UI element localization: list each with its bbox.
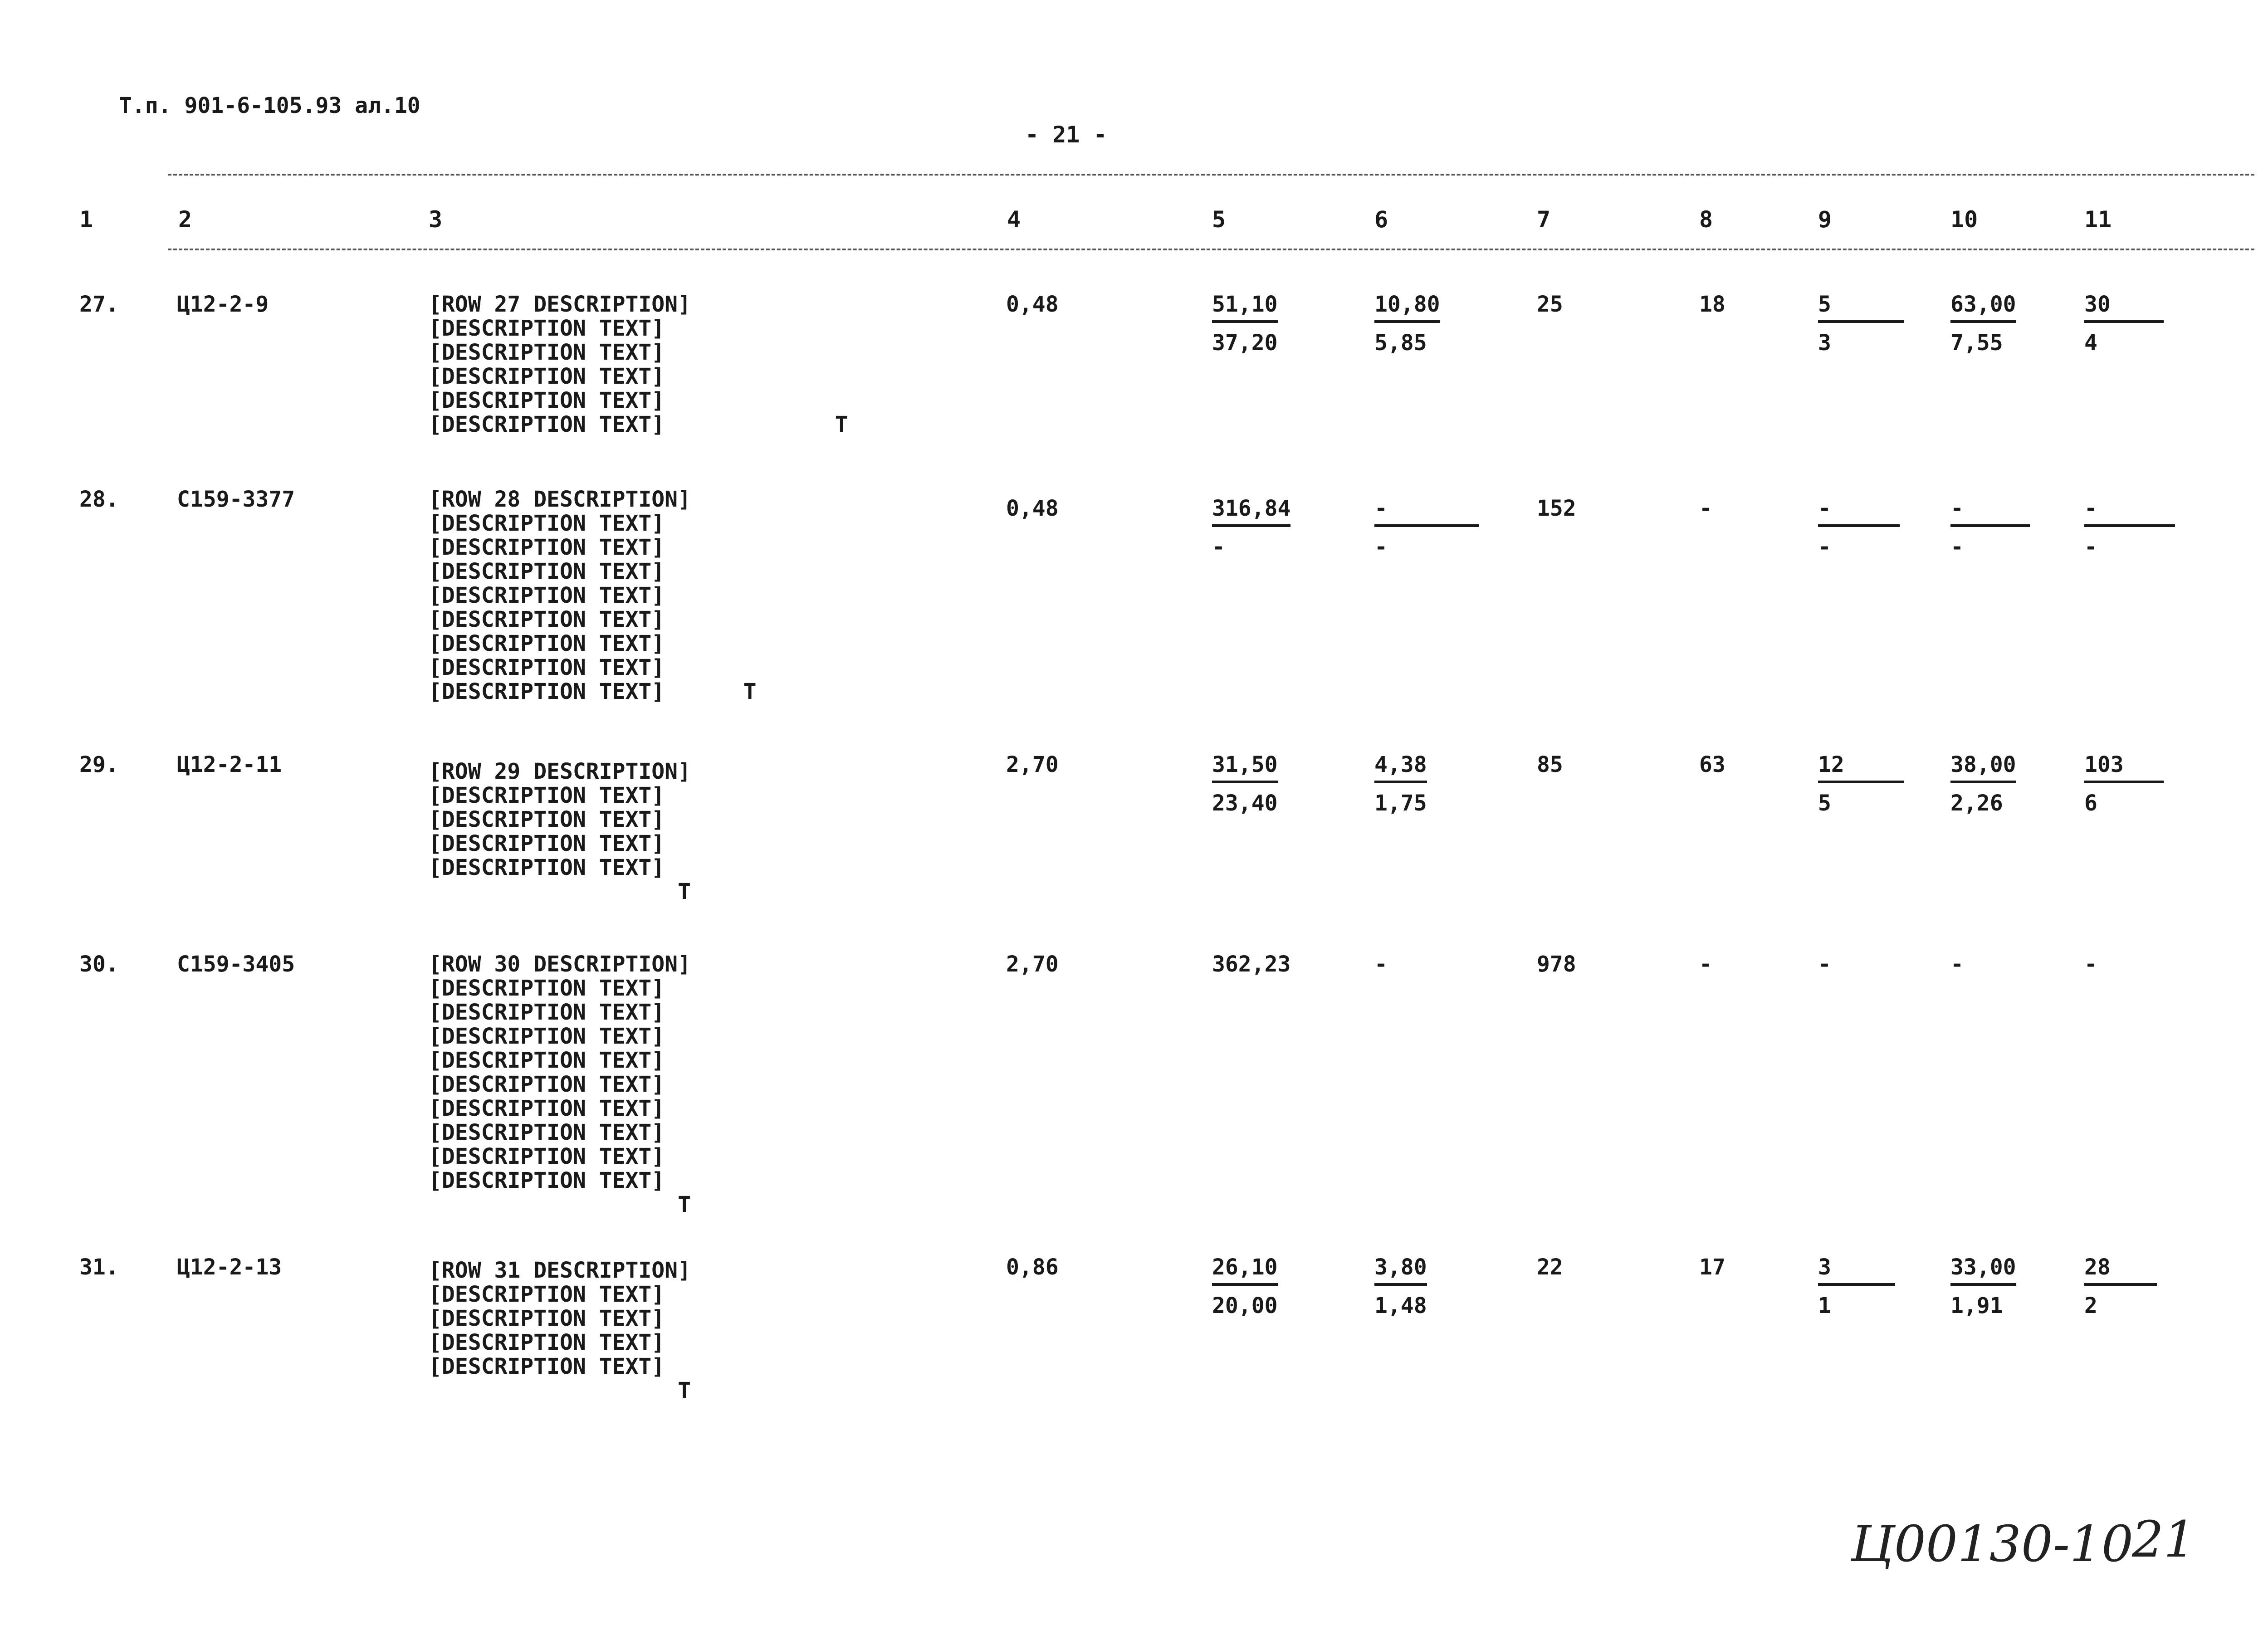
row-27-description: [ROW 27 DESCRIPTION] [DESCRIPTION TEXT] [DESCRIPTION TEXT] [DESCRIPTION TEXT] [DESCRIPTION TEXT] [DESCRIPTION TEXT] Т [429, 292, 848, 437]
row-30-col5: 362,23 [1212, 952, 1291, 977]
row-30-number: 30. [79, 952, 119, 977]
row-29-col5: $\frac{31,50}{23,40}$ [1212, 752, 1278, 816]
row-30-description: [ROW 30 DESCRIPTION] [DESCRIPTION TEXT] [DESCRIPTION TEXT] [DESCRIPTION TEXT] [DESCRIPTION TEXT] [DESCRIPTION TEXT] [DESCRIPTION TEXT] [DESCRIPTION TEXT] [DESCRIPTION TEXT] [DESCRIPTION TEXT] Т [429, 952, 691, 1217]
row-31-description: [ROW 31 DESCRIPTION] [DESCRIPTION TEXT] [DESCRIPTION TEXT] [DESCRIPTION TEXT] [DESCRIPTION TEXT] Т [429, 1258, 691, 1403]
row-30-col4: 2,70 [1006, 952, 1059, 977]
row-28-col7: 152 [1537, 496, 1576, 521]
row-28-col9: - - [1818, 497, 1900, 559]
row-28-col6: - - [1374, 497, 1479, 559]
row-27-col5: $\frac{51,10}{37,20}$ [1212, 292, 1278, 356]
row-31-code: Ц12-2-13 [177, 1255, 282, 1280]
row-29-col11: $\frac{103}{6}$ [2084, 753, 2164, 815]
row-28-col8: - [1699, 496, 1712, 521]
row-29-col7: 85 [1537, 752, 1563, 777]
header-rule-bottom [168, 249, 2254, 250]
row-31-col9: $\frac{3}{1}$ [1818, 1255, 1895, 1318]
row-30-col6: - [1374, 952, 1388, 977]
row-31-col6: $\frac{3,80}{1,48}$ [1374, 1255, 1427, 1318]
row-31-col7: 22 [1537, 1255, 1563, 1280]
row-27-col9: $\frac{5}{3}$ [1818, 293, 1904, 355]
row-31-col10: $\frac{33,00}{1,91}$ [1950, 1255, 2016, 1318]
row-27-col8: 18 [1699, 292, 1725, 317]
page-number: - 21 - [1025, 122, 1107, 148]
column-header-7: 7 [1537, 206, 1551, 233]
row-28-col11: - - [2084, 497, 2175, 559]
column-header-1: 1 [79, 206, 93, 233]
row-31-col5: $\frac{26,10}{20,00}$ [1212, 1255, 1278, 1318]
row-30-col8: - [1699, 952, 1712, 977]
document-code: Т.п. 901-6-105.93 ал.10 [119, 93, 420, 118]
row-29-col9: $\frac{12}{5}$ [1818, 753, 1904, 815]
column-header-8: 8 [1699, 206, 1713, 233]
row-28-col10: - - [1950, 497, 2030, 559]
row-29-number: 29. [79, 752, 119, 777]
row-27-number: 27. [79, 292, 119, 317]
row-28-code: С159-3377 [177, 487, 295, 512]
row-27-col6: $\frac{10,80}{5,85}$ [1374, 292, 1440, 356]
row-30-col10: - [1950, 952, 1964, 977]
row-30-col9: - [1818, 952, 1831, 977]
row-31-col11: $\frac{28}{2}$ [2084, 1255, 2157, 1318]
row-27-col4: 0,48 [1006, 292, 1059, 317]
row-31-col8: 17 [1699, 1255, 1725, 1280]
column-header-6: 6 [1374, 206, 1388, 233]
row-29-code: Ц12-2-11 [177, 752, 282, 777]
header-rule-top [168, 174, 2254, 176]
row-28-number: 28. [79, 487, 119, 512]
row-31-col4: 0,86 [1006, 1255, 1059, 1280]
column-header-4: 4 [1007, 206, 1021, 233]
row-30-col7: 978 [1537, 952, 1576, 977]
handwritten-page-number: 21 [2132, 1510, 2195, 1568]
row-29-col8: 63 [1699, 752, 1725, 777]
column-header-5: 5 [1212, 206, 1226, 233]
row-30-code: С159-3405 [177, 952, 295, 977]
column-header-9: 9 [1818, 206, 1832, 233]
row-29-col6: $\frac{4,38}{1,75}$ [1374, 752, 1427, 816]
row-27-col11: $\frac{30}{4}$ [2084, 293, 2164, 355]
row-30-col11: - [2084, 952, 2097, 977]
handwritten-archive-code: Ц00130-10 [1851, 1515, 2133, 1573]
column-header-2: 2 [178, 206, 192, 233]
row-28-col4: 0,48 [1006, 496, 1059, 521]
column-header-3: 3 [429, 206, 443, 233]
row-31-number: 31. [79, 1255, 119, 1280]
row-28-col5: 316,84 - [1212, 496, 1291, 560]
row-29-col10: $\frac{38,00}{2,26}$ [1950, 752, 2016, 816]
row-29-description: [ROW 29 DESCRIPTION] [DESCRIPTION TEXT] [DESCRIPTION TEXT] [DESCRIPTION TEXT] [DESCRIPTION TEXT] Т [429, 759, 691, 904]
row-28-description: [ROW 28 DESCRIPTION] [DESCRIPTION TEXT] [DESCRIPTION TEXT] [DESCRIPTION TEXT] [DESCRIPTION TEXT] [DESCRIPTION TEXT] [DESCRIPTION TEXT] [DESCRIPTION TEXT] [DESCRIPTION TEXT] Т [429, 487, 757, 704]
row-27-code: Ц12-2-9 [177, 292, 269, 317]
row-29-col4: 2,70 [1006, 752, 1059, 777]
row-27-col7: 25 [1537, 292, 1563, 317]
column-header-11: 11 [2084, 206, 2112, 233]
row-27-col10: $\frac{63,00}{7,55}$ [1950, 292, 2016, 356]
column-header-10: 10 [1950, 206, 1978, 233]
